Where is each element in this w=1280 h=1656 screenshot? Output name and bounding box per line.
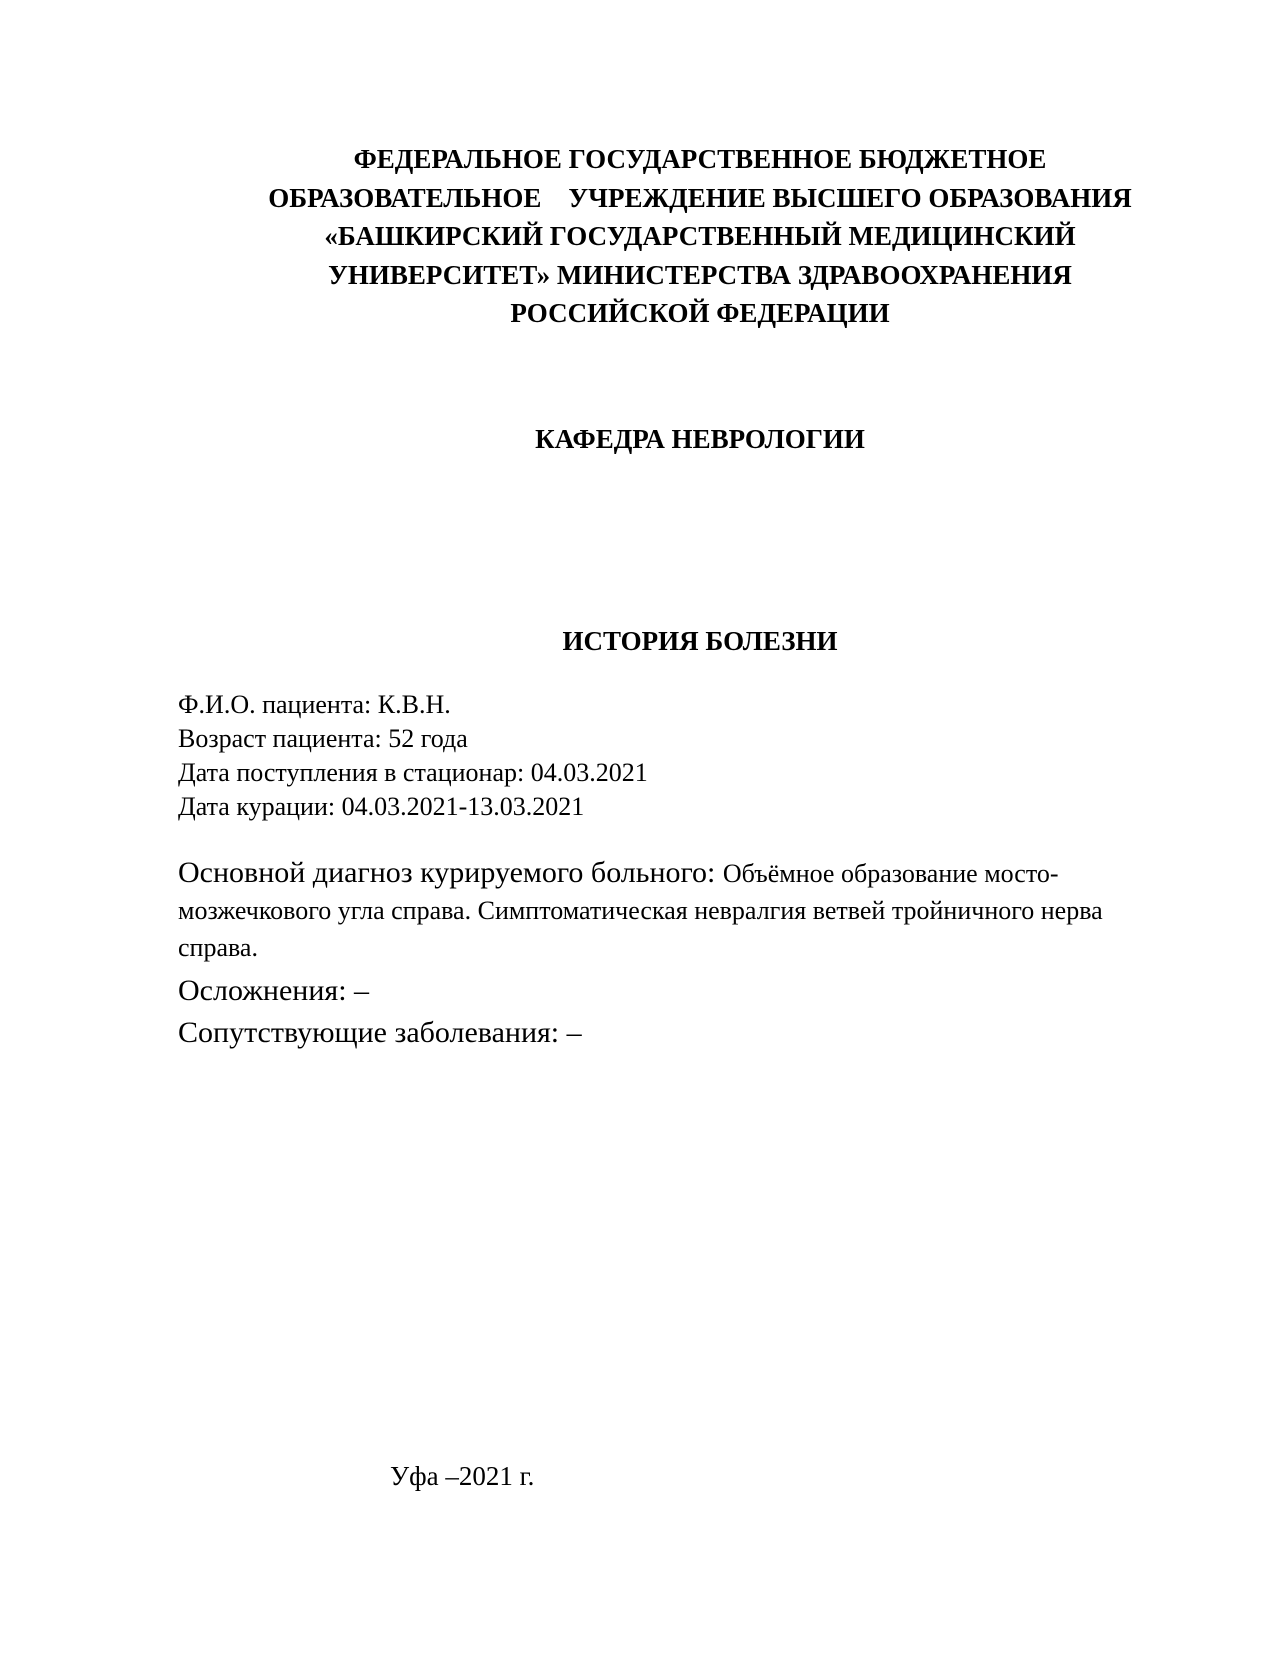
main-diagnosis-text: Объёмное образование мосто-мозжечкового угла справа. Симптоматическая невралгия ветвей тройничного нерва справа.	[178, 859, 1103, 962]
patient-info	[178, 688, 1178, 824]
document-title: ИСТОРИЯ БОЛЕЗНИ	[562, 626, 838, 656]
institution-line-2: ОБРАЗОВАТЕЛЬНОЕ УЧРЕЖДЕНИЕ ВЫСШЕГО ОБРАЗОВАНИЯ	[268, 182, 1132, 213]
institution-line-4: УНИВЕРСИТЕТ» МИНИСТЕРСТВА ЗДРАВООХРАНЕНИЯ	[328, 259, 1072, 290]
main-diagnosis-label: Основной диагноз курируемого больного:	[178, 856, 723, 889]
institution-line-5: РОССИЙСКОЙ ФЕДЕРАЦИИ	[510, 298, 890, 328]
institution-line-3: «БАШКИРСКИЙ ГОСУДАРСТВЕННЫЙ МЕДИЦИНСКИЙ	[324, 221, 1076, 251]
main-diagnosis	[178, 854, 1178, 966]
additional-diagnoses	[178, 970, 1178, 1054]
institution-header	[200, 140, 1200, 333]
patient-name: Ф.И.О. пациента: К.В.Н.	[178, 690, 451, 719]
complications: Осложнения: –	[178, 974, 370, 1007]
patient-age: Возраст пациента: 52 года	[178, 724, 468, 753]
admission-date: Дата поступления в стационар: 04.03.2021	[178, 758, 648, 787]
curation-dates: Дата курации: 04.03.2021-13.03.2021	[178, 792, 585, 821]
city-year: Уфа –2021 г.	[390, 1461, 535, 1491]
institution-line-1: ФЕДЕРАЛЬНОЕ ГОСУДАРСТВЕННОЕ БЮДЖЕТНОЕ	[353, 144, 1047, 174]
comorbidities: Сопутствующие заболевания: –	[178, 1016, 582, 1049]
department-title: КАФЕДРА НЕВРОЛОГИИ	[535, 424, 865, 454]
